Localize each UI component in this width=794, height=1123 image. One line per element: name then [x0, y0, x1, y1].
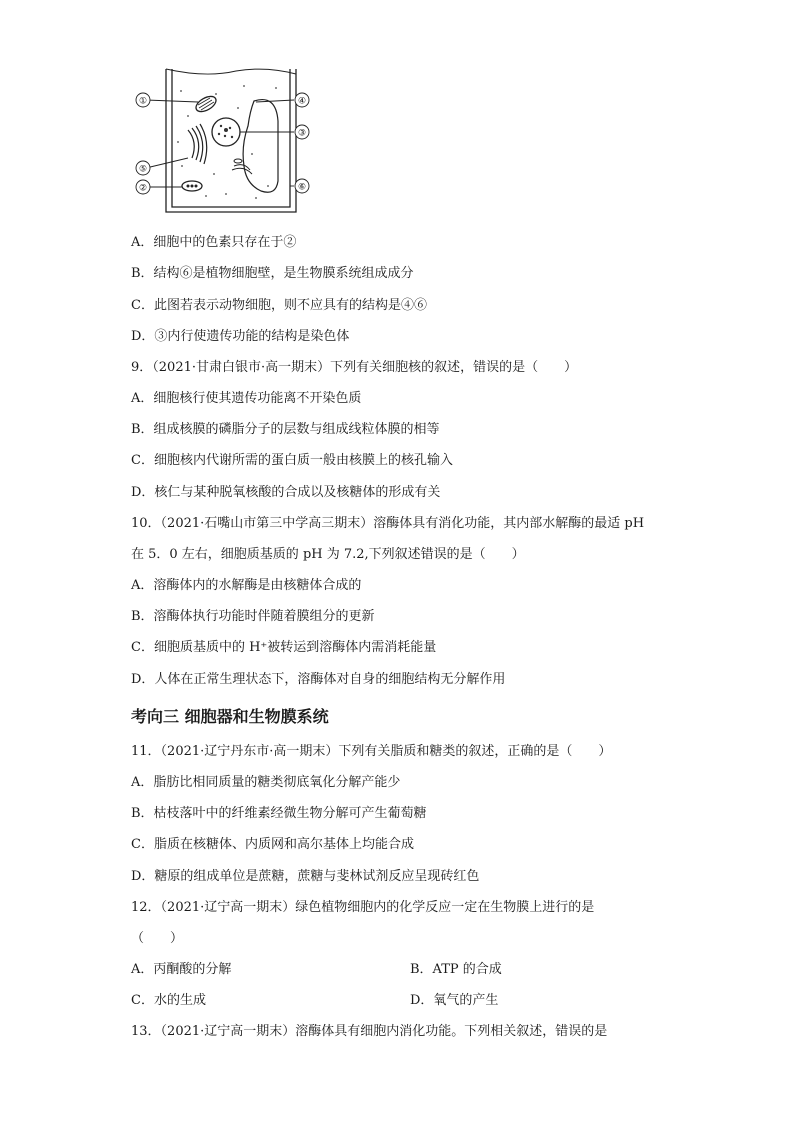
q11-stem: 11．（2021·辽宁丹东市·高一期末）下列有关脂质和糖类的叙述，正确的是（ ） [131, 744, 612, 759]
q12-option-d: D．氧气的产生 [410, 993, 499, 1008]
q8-option-c: C．此图若表示动物细胞，则不应具有的结构是④⑥ [131, 298, 427, 313]
label-3: ③ [297, 128, 307, 139]
q10-option-a: A．溶酶体内的水解酶是由核糖体合成的 [131, 578, 362, 593]
q11-option-b: B．枯枝落叶中的纤维素经微生物分解可产生葡萄糖 [131, 806, 427, 821]
q13-stem: 13．（2021·辽宁高一期末）溶酶体具有细胞内消化功能。下列相关叙述，错误的是 [131, 1024, 608, 1039]
label-6: ⑥ [297, 182, 307, 193]
q8-option-d: D．③内行使遗传功能的结构是染色体 [131, 329, 350, 344]
q9-option-a: A．细胞核行使其遗传功能离不开染色质 [131, 391, 362, 406]
label-2: ② [138, 183, 148, 194]
q10-option-d: D．人体在正常生理状态下，溶酶体对自身的细胞结构无分解作用 [131, 672, 506, 687]
label-5: ⑤ [138, 164, 148, 175]
q11-option-a: A．脂肪比相同质量的糖类彻底氧化分解产能少 [131, 775, 401, 790]
q10-stem-line1: 10．（2021·石嘴山市第三中学高三期末）溶酶体具有消化功能，其内部水解酶的最适 pH [131, 516, 645, 531]
q10-option-c: C．细胞质基质中的 H⁺被转运到溶酶体内需消耗能量 [131, 640, 437, 655]
q12-option-c: C．水的生成 [131, 993, 206, 1008]
q11-option-d: D．糖原的组成单位是蔗糖，蔗糖与斐林试剂反应呈现砖红色 [131, 869, 480, 884]
q10-stem-line2: 在 5．0 左右，细胞质基质的 pH 为 7.2,下列叙述错误的是（ ） [131, 547, 525, 562]
q9-stem: 9．（2021·甘肃白银市·高一期末）下列有关细胞核的叙述，错误的是（ ） [131, 360, 578, 375]
q12-option-a: A．丙酮酸的分解 [131, 962, 232, 977]
label-1: ① [138, 96, 148, 107]
q10-option-b: B．溶酶体执行功能时伴随着膜组分的更新 [131, 609, 375, 624]
cell-diagram [126, 66, 326, 216]
q9-option-b: B．组成核膜的磷脂分子的层数与组成线粒体膜的相等 [131, 422, 440, 437]
q8-option-b: B．结构⑥是植物细胞壁，是生物膜系统组成成分 [131, 266, 414, 281]
q9-option-d: D．核仁与某种脱氧核酸的合成以及核糖体的形成有关 [131, 485, 441, 500]
q11-option-c: C．脂质在核糖体、内质网和高尔基体上均能合成 [131, 837, 414, 852]
q8-option-a: A．细胞中的色素只存在于② [131, 235, 297, 250]
q12-stem-line1: 12．（2021·辽宁高一期末）绿色植物细胞内的化学反应一定在生物膜上进行的是 [131, 900, 595, 915]
section-heading: 考向三 细胞器和生物膜系统 [131, 707, 329, 726]
q12-option-b: B．ATP 的合成 [410, 962, 502, 977]
q12-stem-line2: （ ） [131, 931, 184, 946]
label-4: ④ [297, 96, 307, 107]
q9-option-c: C．细胞核内代谢所需的蛋白质一般由核膜上的核孔输入 [131, 453, 453, 468]
